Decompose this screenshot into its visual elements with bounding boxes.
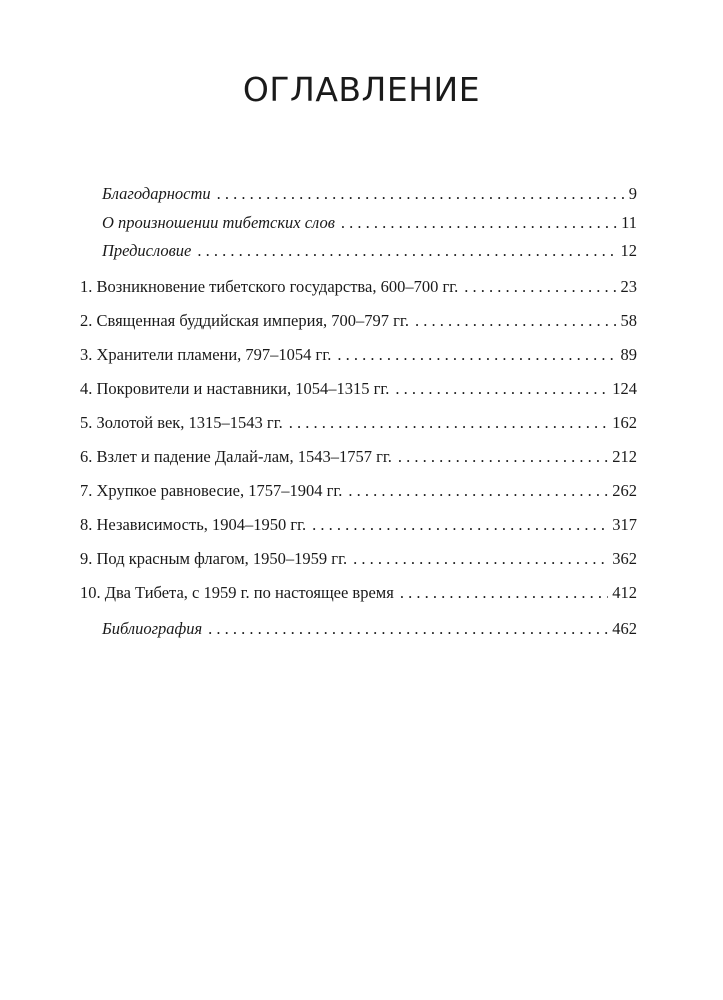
toc-entry-label: 6. Взлет и падение Далай-лам, 1543–1757 гг. xyxy=(80,447,392,466)
toc-page-number: 89 xyxy=(620,345,637,364)
toc-page-number: 124 xyxy=(612,379,637,398)
toc-page-number: 58 xyxy=(620,311,637,330)
toc-page-number: 462 xyxy=(612,619,637,638)
toc-entry-chapter-9[interactable] xyxy=(80,548,637,570)
toc-entry-chapter-10[interactable] xyxy=(80,582,637,604)
toc-entry-label: 7. Хрупкое равновесие, 1757–1904 гг. xyxy=(80,481,343,500)
dot-leader xyxy=(400,582,608,604)
dot-leader xyxy=(464,276,616,298)
toc-entry-chapter-4[interactable] xyxy=(80,378,637,400)
toc-entry-label: 10. Два Тибета, с 1959 г. по настоящее время xyxy=(80,583,394,602)
dot-leader xyxy=(415,310,617,332)
dot-leader xyxy=(395,378,608,400)
toc-page-number: 212 xyxy=(612,447,637,466)
toc-entry-acknowledgements[interactable] xyxy=(80,183,637,205)
toc-entry-label: Библиография xyxy=(102,619,203,638)
toc-entry-chapter-2[interactable] xyxy=(80,310,637,332)
toc-entry-label: 3. Хранители пламени, 797–1054 гг. xyxy=(80,345,332,364)
dot-leader xyxy=(348,480,608,502)
dot-leader xyxy=(217,183,625,205)
toc-page-number: 412 xyxy=(612,583,637,602)
toc-entry-label: Предисловие xyxy=(102,241,192,260)
table-of-contents xyxy=(80,183,637,640)
toc-entry-label: О произношении тибетских слов xyxy=(102,213,335,232)
page-title: ОГЛАВЛЕНИЕ xyxy=(242,70,481,109)
toc-entry-label: Благодарности xyxy=(102,184,211,203)
dot-leader xyxy=(353,548,608,570)
toc-page-number: 12 xyxy=(620,241,637,260)
toc-entry-chapter-6[interactable] xyxy=(80,446,637,468)
dot-leader xyxy=(197,240,616,262)
toc-entry-label: 8. Независимость, 1904–1950 гг. xyxy=(80,515,307,534)
toc-entry-label: 4. Покровители и наставники, 1054–1315 гг. xyxy=(80,379,390,398)
toc-entry-chapter-1[interactable] xyxy=(80,276,637,298)
toc-entry-pronunciation[interactable] xyxy=(80,212,637,234)
toc-entry-chapter-5[interactable] xyxy=(80,412,637,434)
toc-page-number: 162 xyxy=(612,413,637,432)
dot-leader xyxy=(337,344,616,366)
toc-entry-label: 2. Священная буддийская империя, 700–797 гг. xyxy=(80,311,409,330)
toc-page-number: 11 xyxy=(621,213,637,232)
dot-leader xyxy=(312,514,608,536)
toc-entry-bibliography[interactable] xyxy=(80,618,637,640)
toc-entry-chapter-3[interactable] xyxy=(80,344,637,366)
toc-page-number: 262 xyxy=(612,481,637,500)
dot-leader xyxy=(208,618,608,640)
dot-leader xyxy=(398,446,608,468)
dot-leader xyxy=(289,412,609,434)
toc-entry-label: 1. Возникновение тибетского государства, 600–700 гг. xyxy=(80,277,459,296)
toc-page-number: 362 xyxy=(612,549,637,568)
toc-entry-label: 9. Под красным флагом, 1950–1959 гг. xyxy=(80,549,348,568)
toc-page-number: 9 xyxy=(628,184,637,203)
dot-leader xyxy=(341,212,617,234)
toc-page-number: 23 xyxy=(620,277,637,296)
toc-entry-chapter-7[interactable] xyxy=(80,480,637,502)
toc-entry-label: 5. Золотой век, 1315–1543 гг. xyxy=(80,413,283,432)
toc-page-number: 317 xyxy=(612,515,637,534)
toc-entry-chapter-8[interactable] xyxy=(80,514,637,536)
toc-entry-preface[interactable] xyxy=(80,240,637,262)
